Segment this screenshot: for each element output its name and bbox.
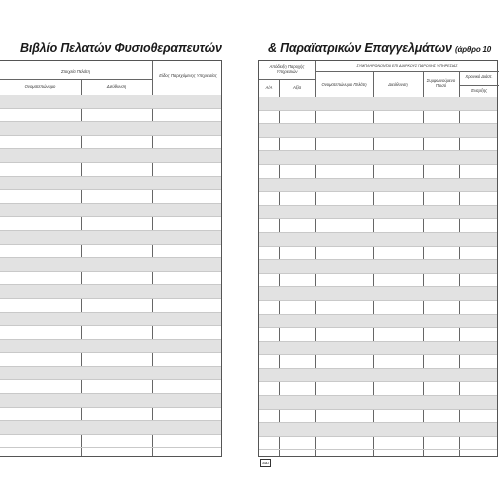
ledger-row (259, 165, 497, 179)
ledger-row (259, 247, 497, 261)
ledger-row (0, 272, 221, 286)
ledger-row (0, 217, 221, 231)
service-type-column-header: Είδος Παρεχόμενης Υπηρεσίας (159, 73, 217, 78)
ledger-row (259, 423, 497, 437)
publisher-stamp: ΑΘΗ (260, 459, 271, 467)
ledger-row (259, 410, 497, 424)
ledger-row (259, 287, 497, 301)
left-ledger-rows (0, 95, 221, 456)
time-period-group-header: Χρονικό Διάστ. (465, 74, 493, 79)
ledger-row (0, 421, 221, 435)
client-details-group-header: Στοιχεία Πελάτη (61, 69, 90, 74)
right-table-header (259, 61, 497, 98)
ledger-row (259, 369, 497, 383)
start-column-header: Έναρξης (470, 88, 488, 93)
ledger-row (259, 396, 497, 410)
ledger-row (259, 192, 497, 206)
ledger-row (0, 231, 221, 245)
ledger-row (259, 355, 497, 369)
continuous-service-group-header: ΣΥΜΠΛΗΡΩΝΟΝΤΑΙ ΕΠΙ ΔΙΑΡΚΟΥΣ ΠΑΡΟΧΗΣ ΥΠΗΡΕΣΙΑΣ (356, 64, 458, 68)
ledger-row (0, 380, 221, 394)
ledger-row (259, 138, 497, 152)
left-table-header (0, 61, 221, 96)
ledger-row (259, 274, 497, 288)
ledger-row (0, 313, 221, 327)
right-ledger-page (258, 60, 498, 457)
ledger-row (259, 437, 497, 451)
ledger-row (0, 95, 221, 109)
value-column-header: Αξία (293, 85, 301, 90)
aa-column-header: Α/Α (265, 85, 273, 90)
right-ledger-rows (259, 97, 497, 456)
ledger-row (259, 260, 497, 274)
ledger-row (0, 435, 221, 449)
header-divider (315, 71, 499, 72)
ledger-row (259, 206, 497, 220)
ledger-row (0, 177, 221, 191)
left-ledger-page (0, 60, 222, 457)
ledger-row (259, 179, 497, 193)
ledger-row (0, 353, 221, 367)
ledger-row (259, 97, 497, 111)
ledger-row (0, 340, 221, 354)
ledger-row (0, 285, 221, 299)
left-page-title: Βιβλίο Πελατών Φυσιοθεραπευτών (20, 41, 222, 55)
ledger-row (0, 204, 221, 218)
ledger-row (0, 109, 221, 123)
address-column-header: Διεύθυνση (388, 82, 408, 87)
ledger-row (259, 301, 497, 315)
ledger-row (259, 342, 497, 356)
ledger-row (0, 408, 221, 422)
agreed-amount-column-header: Συμφωνούμενο Ποσό (426, 78, 456, 88)
header-divider (0, 79, 152, 80)
receipt-group-header: Απόδειξη Παροχής Υπηρεσιών (269, 64, 305, 74)
header-divider (259, 79, 315, 80)
ledger-row (0, 394, 221, 408)
ledger-row (0, 122, 221, 136)
ledger-row (0, 299, 221, 313)
header-divider (459, 85, 499, 86)
right-page-title (268, 41, 491, 55)
address-column-header: Διεύθυνση (106, 84, 127, 89)
ledger-row (0, 163, 221, 177)
ledger-row (259, 382, 497, 396)
ledger-row (0, 245, 221, 259)
ledger-row (259, 219, 497, 233)
right-page-title-main: & Παραϊατρικών Επαγγελμάτων (268, 41, 452, 55)
ledger-row (0, 258, 221, 272)
right-page-title-suffix: (άρθρο 10 (455, 45, 492, 54)
ledger-row (0, 326, 221, 340)
ledger-row (0, 190, 221, 204)
ledger-row (259, 151, 497, 165)
ledger-row (0, 149, 221, 163)
ledger-row (259, 124, 497, 138)
client-name-column-header: Ονοματεπώνυμο Πελάτη (321, 82, 367, 87)
ledger-row (259, 111, 497, 125)
ledger-row (259, 233, 497, 247)
ledger-row (259, 328, 497, 342)
ledger-row (259, 315, 497, 329)
ledger-row (0, 367, 221, 381)
ledger-row (0, 136, 221, 150)
name-column-header: Ονοματεπώνυμο (24, 84, 56, 89)
